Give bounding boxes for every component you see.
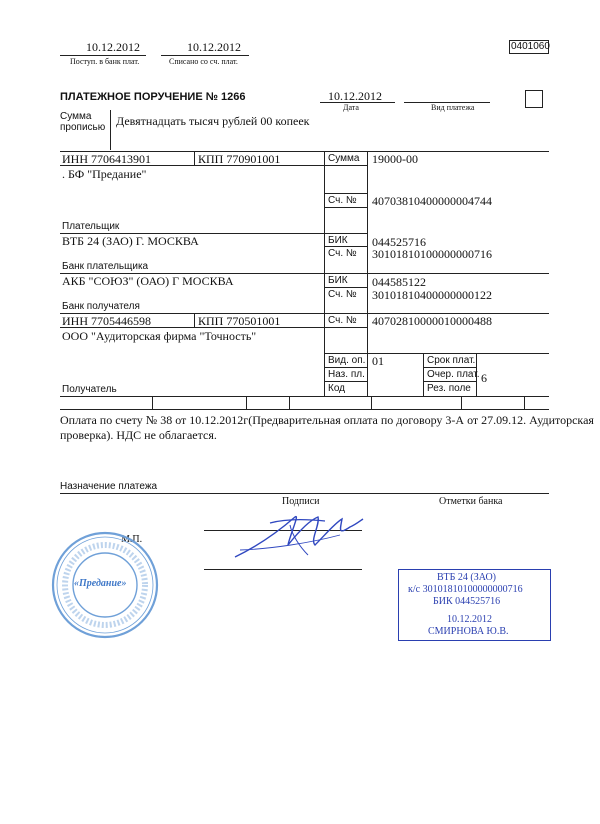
payee-bik-label: БИК	[328, 275, 348, 286]
payer-corr-label: Сч. №	[328, 248, 357, 259]
bank-stamp-date: 10.12.2012	[447, 614, 492, 625]
divider	[324, 207, 367, 208]
date-debited-label: Списано со сч. плат.	[169, 57, 238, 66]
divider	[324, 353, 549, 354]
signature-scribble	[230, 505, 365, 565]
divider	[524, 396, 525, 409]
payee-inn: ИНН 7705446598	[62, 314, 151, 328]
payer-name: . БФ "Предание"	[62, 167, 147, 181]
date-received-label: Поступ. в банк плат.	[70, 57, 140, 66]
bank-stamp-corr: к/с 30101810100000000716	[408, 584, 523, 595]
divider	[161, 55, 249, 56]
payer-bik-label: БИК	[328, 235, 348, 246]
vid-op-value: 01	[372, 354, 384, 368]
kod-label: Код	[328, 383, 346, 394]
bank-stamp-bik: БИК 044525716	[433, 596, 501, 607]
payee-account: 40702810000010000488	[372, 314, 492, 328]
divider	[423, 353, 424, 396]
divider	[461, 396, 462, 409]
sum-value: 19000-00	[372, 152, 418, 166]
date-received: 10.12.2012	[86, 40, 140, 54]
divider	[194, 151, 195, 165]
payer-bank: ВТБ 24 (ЗАО) Г. МОСКВА	[62, 234, 199, 248]
divider	[289, 396, 290, 409]
company-seal	[50, 530, 160, 640]
divider	[60, 493, 549, 494]
sum-label: Сумма	[328, 153, 360, 164]
seal-center-text: «Предание»	[74, 578, 127, 589]
payee-bank-corr: 30101810400000000122	[372, 288, 492, 302]
divider	[324, 381, 367, 382]
srok-label: Срок плат.	[427, 355, 476, 366]
payee-kpp: КПП 770501001	[198, 314, 281, 328]
payer-bank-corr: 30101810100000000716	[372, 247, 492, 261]
payee-corr-label: Сч. №	[328, 289, 357, 300]
divider	[371, 396, 372, 409]
vid-op-label: Вид. оп.	[328, 355, 366, 366]
payee-bank-bik: 044585122	[372, 275, 426, 289]
naz-pl-label: Наз. пл.	[328, 369, 365, 380]
divider	[246, 396, 247, 409]
signatures-label: Подписи	[282, 496, 320, 507]
divider	[194, 313, 195, 327]
divider	[60, 396, 549, 397]
divider	[60, 409, 549, 410]
payee-account-label: Сч. №	[328, 315, 357, 326]
payment-type-label: Вид платежа	[431, 103, 475, 112]
payee-name: ООО "Аудиторская фирма "Точность"	[62, 329, 257, 343]
status-box	[525, 90, 543, 108]
payee-label: Получатель	[62, 384, 117, 395]
purpose-line-1: Оплата по счету № 38 от 10.12.2012г(Предварительная оплата по договору 3-А от 27.09.12. Аудиторская	[60, 413, 594, 427]
divider	[423, 367, 476, 368]
bank-marks-label: Отметки банка	[439, 496, 503, 507]
payee-bank-label: Банк получателя	[62, 301, 140, 312]
divider	[324, 327, 367, 328]
divider	[324, 165, 367, 166]
payer-bank-label: Банк плательщика	[62, 261, 149, 272]
rez-label: Рез. поле	[427, 383, 471, 394]
divider	[152, 396, 153, 409]
divider	[324, 246, 367, 247]
payer-kpp: КПП 770901001	[198, 152, 281, 166]
ocher-label: Очер. плат.	[427, 369, 480, 380]
document-date: 10.12.2012	[328, 89, 382, 103]
form-code: 0401060	[511, 41, 550, 52]
bank-stamp-operator: СМИРНОВА Ю.В.	[428, 626, 509, 637]
ocher-value: 6	[481, 371, 487, 385]
payee-bank: АКБ "СОЮЗ" (ОАО) Г МОСКВА	[62, 274, 234, 288]
payer-bank-bik: 044525716	[372, 235, 426, 249]
divider	[324, 367, 367, 368]
payer-label: Плательщик	[62, 221, 120, 232]
divider	[324, 193, 367, 194]
mp-label: М.П.	[121, 534, 143, 545]
amount-words-label-2: прописью	[60, 122, 106, 133]
purpose-label: Назначение платежа	[60, 481, 158, 492]
payer-account: 40703810400000004744	[372, 194, 492, 208]
purpose-line-2: проверка). НДС не облагается.	[60, 428, 217, 442]
divider	[423, 381, 476, 382]
date-debited: 10.12.2012	[187, 40, 241, 54]
divider	[324, 233, 367, 234]
bank-stamp-name: ВТБ 24 (ЗАО)	[437, 572, 497, 583]
amount-words-value: Девятнадцать тысяч рублей 00 копеек	[116, 114, 310, 128]
divider	[60, 55, 146, 56]
payer-account-label: Сч. №	[328, 195, 357, 206]
date-label: Дата	[343, 103, 359, 112]
divider	[324, 287, 367, 288]
divider	[110, 110, 111, 150]
page-title: ПЛАТЕЖНОЕ ПОРУЧЕНИЕ № 1266	[60, 91, 246, 103]
signature-line-2	[204, 569, 362, 570]
payer-inn: ИНН 7706413901	[62, 152, 151, 166]
amount-words-label-1: Сумма	[60, 111, 92, 122]
